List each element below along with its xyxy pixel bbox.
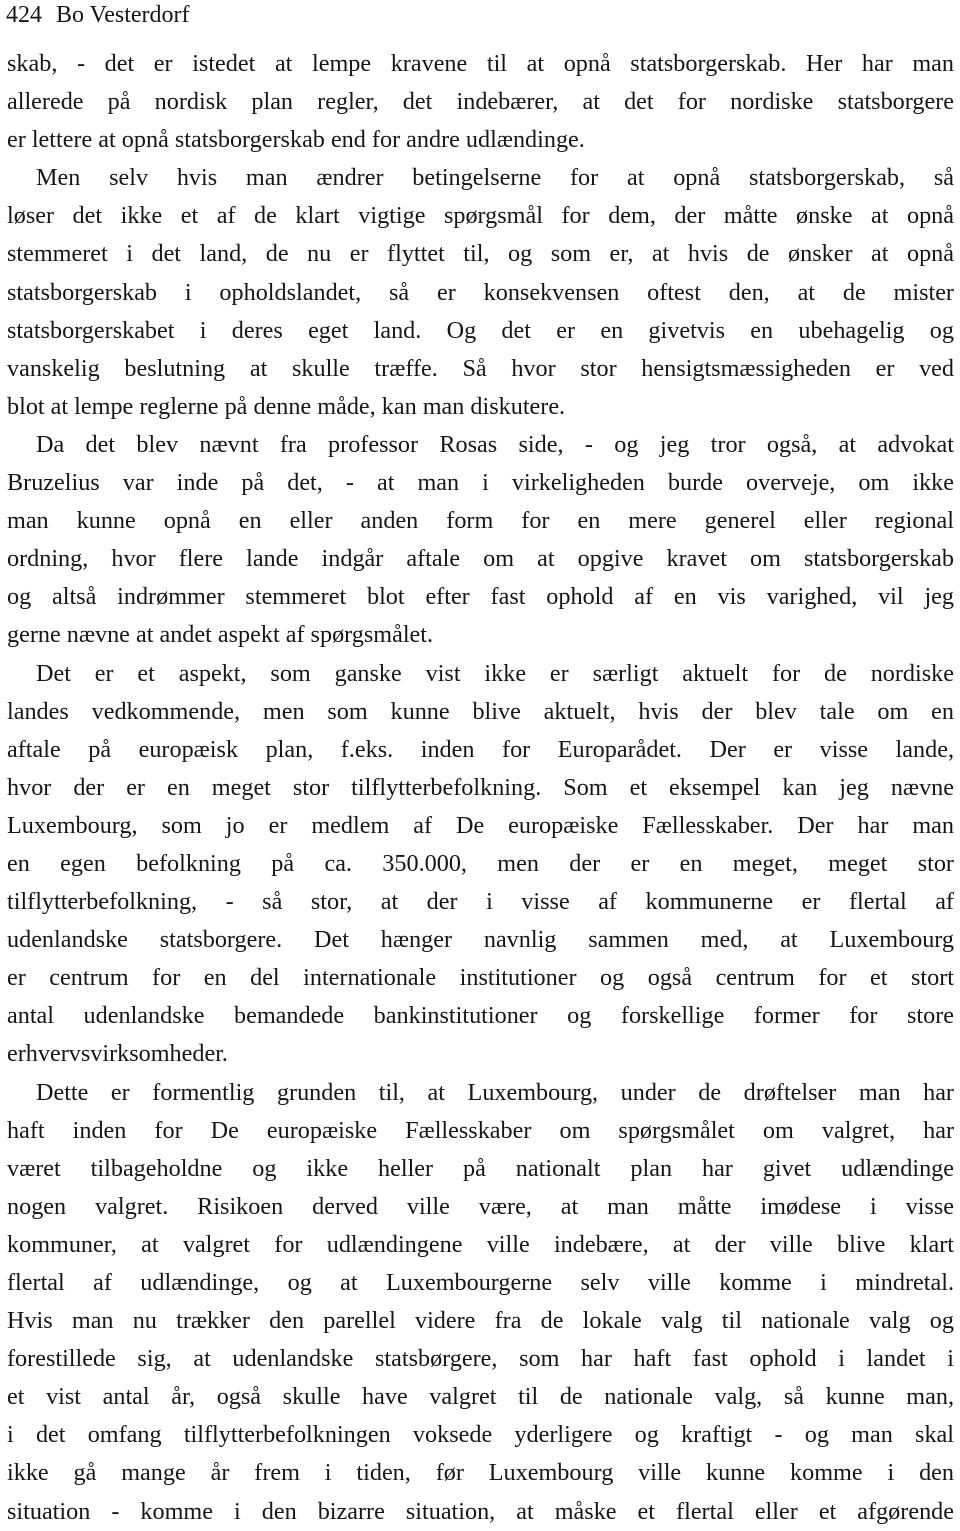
text-line: aftale på europæisk plan, f.eks. inden for Europarådet. Der er visse lande,	[7, 735, 954, 763]
text-line: kommuner, at valgret for udlændingene ville indebære, at der ville blive klart	[7, 1230, 954, 1258]
text-line: Men selv hvis man ændrer betingelserne for at opnå statsborgerskab, så	[36, 164, 954, 192]
text-line: et vist antal år, også skulle have valgret til de nationale valg, så kunne man,	[7, 1383, 954, 1411]
running-title: Bo Vesterdorf	[56, 2, 190, 28]
page-number: 424	[6, 2, 42, 28]
text-line: stemmeret i det land, de nu er flyttet til, og som er, at hvis de ønsker at opnå	[7, 240, 954, 268]
text-line: ikke gå mange år frem i tiden, før Luxembourg ville kunne komme i den	[7, 1459, 954, 1487]
text-line: er centrum for en del internationale institutioner og også centrum for et stort	[7, 964, 954, 992]
text-line: skab, - det er istedet at lempe kravene til at opnå statsborgerskab. Her har man	[7, 50, 954, 77]
text-line: nogen valgret. Risikoen derved ville være, at man måtte imødese i visse	[7, 1192, 954, 1220]
text-line: allerede på nordisk plan regler, det indebærer, at det for nordiske statsborgere	[7, 88, 954, 116]
text-line: gerne nævne at andet aspekt af spørgsmålet.	[7, 621, 434, 649]
text-line: Hvis man nu trækker den parellel videre fra de lokale valg til nationale valg og	[7, 1307, 954, 1335]
text-line: udenlandske statsborgere. Det hænger navnlig sammen med, at Luxembourg	[7, 926, 954, 954]
text-line: Luxembourg, som jo er medlem af De europæiske Fællesskaber. Der har man	[7, 811, 954, 839]
text-line: Da det blev nævnt fra professor Rosas side, - og jeg tror også, at advokat	[36, 430, 954, 458]
text-line: blot at lempe reglerne på denne måde, kan man diskutere.	[7, 392, 566, 420]
text-line: og altså indrømmer stemmeret blot efter fast ophold af en vis varighed, vil jeg	[7, 583, 954, 611]
page-header	[6, 0, 190, 30]
text-line: Bruzelius var inde på det, - at man i virkeligheden burde overveje, om ikke	[7, 469, 954, 497]
body-text	[7, 45, 954, 1531]
text-line: man kunne opnå en eller anden form for en mere generel eller regional	[7, 507, 954, 535]
text-line: tilflytterbefolkning, - så stor, at der i visse af kommunerne er flertal af	[7, 888, 954, 916]
text-line: Det er et aspekt, som ganske vist ikke er særligt aktuelt for de nordiske	[36, 659, 954, 687]
text-line: i det omfang tilflytterbefolkningen voksede yderligere og kraftigt - og man skal	[7, 1421, 954, 1449]
text-line: en egen befolkning på ca. 350.000, men der er en meget, meget stor	[7, 849, 954, 877]
text-line: vanskelig beslutning at skulle træffe. Så hvor stor hensigtsmæssigheden er ved	[7, 354, 954, 382]
text-line: er lettere at opnå statsborgerskab end for andre udlændinge.	[7, 126, 585, 154]
text-line: løser det ikke et af de klart vigtige spørgsmål for dem, der måtte ønske at opnå	[7, 202, 954, 230]
text-line: statsborgerskab i opholdslandet, så er konsekvensen oftest den, at de mister	[7, 278, 954, 306]
text-line: forestillede sig, at udenlandske statsbørgere, som har haft fast ophold i landet i	[7, 1345, 954, 1373]
text-line: Dette er formentlig grunden til, at Luxembourg, under de drøftelser man har	[36, 1078, 954, 1106]
text-line: flertal af udlændinge, og at Luxembourgerne selv ville komme i mindretal.	[7, 1269, 954, 1296]
text-line: været tilbageholdne og ikke heller på nationalt plan har givet udlændinge	[7, 1154, 954, 1182]
text-line: statsborgerskabet i deres eget land. Og det er en givetvis en ubehagelig og	[7, 316, 954, 344]
text-line: landes vedkommende, men som kunne blive aktuelt, hvis der blev tale om en	[7, 697, 954, 725]
text-line: hvor der er en meget stor tilflytterbefolkning. Som et eksempel kan jeg nævne	[7, 773, 954, 801]
text-line: erhvervsvirksomheder.	[7, 1040, 228, 1068]
text-line: ordning, hvor flere lande indgår aftale om at opgive kravet om statsborgerskab	[7, 545, 954, 573]
text-line: antal udenlandske bemandede bankinstitutioner og forskellige former for store	[7, 1002, 954, 1030]
text-line: haft inden for De europæiske Fællesskaber om spørgsmålet om valgret, har	[7, 1116, 954, 1144]
text-line: situation - komme i den bizarre situation, at måske et flertal eller et afgørende	[7, 1497, 954, 1525]
